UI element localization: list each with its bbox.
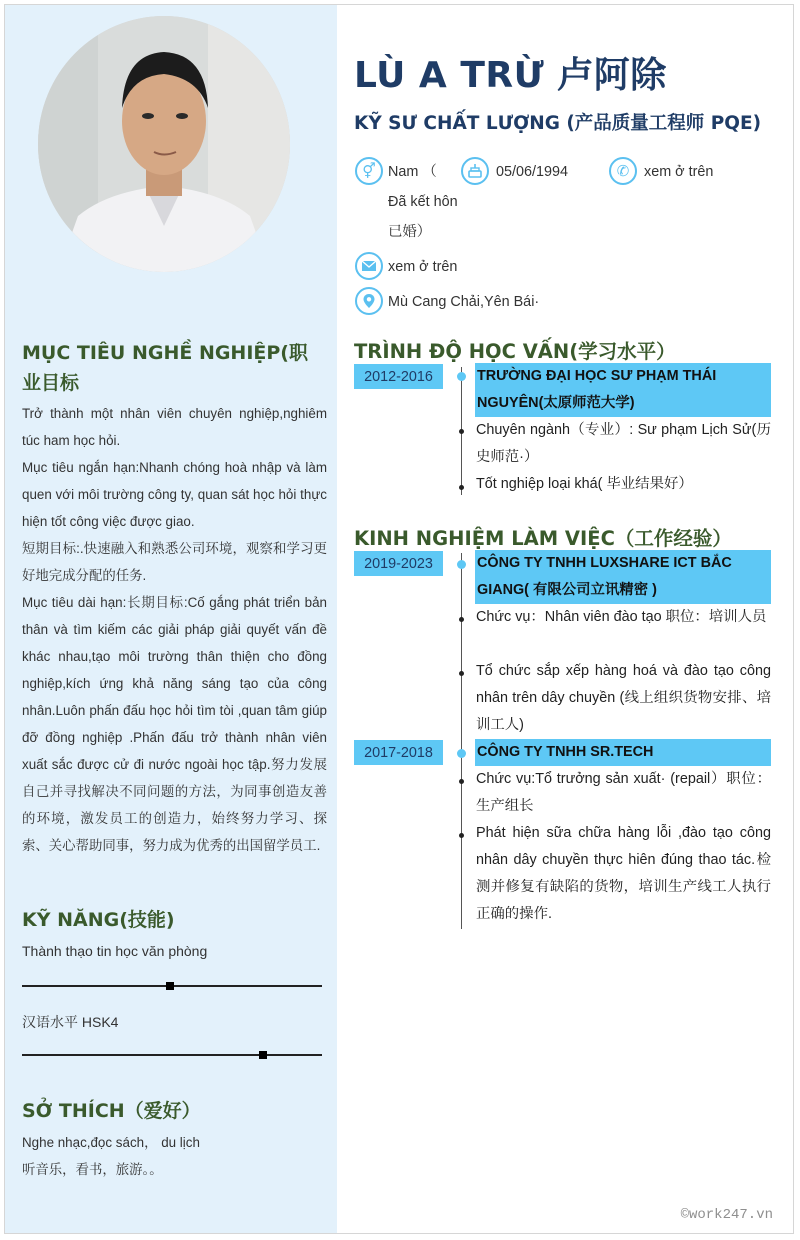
marital-status-cn-text: 已婚） <box>388 224 432 240</box>
gender-text: Nam （ <box>388 164 437 180</box>
objective-title: MỤC TIÊU NGHỀ NGHIỆP(职业目标 <box>22 342 308 394</box>
phone-icon: ✆ <box>609 157 637 185</box>
education-title: TRÌNH ĐỘ HỌC VẤN(学习水平） <box>354 340 676 363</box>
bullet <box>459 485 464 490</box>
objective-paragraph: Mục tiêu dài hạn:长期目标:Cố gắng phát triển bản thân và tìm kiếm các giải pháp giải quyết vấn đề khác nhau,tạo môi trường thân thiện cho đồng nghiệp,kích ứng khả năng sáng tạo của công nhân.Luôn phấn đấu học hỏi tìm tòi ,quan tâm giúp đỡ đồng nghiệp .Phấn đấu trở thành nhân viên xuất sắc được cử đi nước ngoài học tập.努力发展自己并寻找解决不同问题的方法，为同事创造友善的环境，激发员工的创造力，始终努力学习、探索、关心帮助同事，努力成为优秀的出国留学员工. <box>22 595 327 853</box>
birthday-text: 05/06/1994 <box>496 164 569 180</box>
avatar <box>38 16 290 272</box>
timeline-node <box>457 560 466 569</box>
bullet <box>459 833 464 838</box>
gender-icon: ⚥ <box>355 157 383 185</box>
objective-paragraph: Trở thành một nhân viên chuyên nghiệp,nghiêm túc ham học hỏi. <box>22 406 327 448</box>
bullet <box>459 429 464 434</box>
phone-text: xem ở trên <box>644 164 714 180</box>
skill-bar <box>22 985 322 987</box>
left-column <box>5 5 337 1234</box>
skill-level-marker <box>166 982 174 990</box>
bullet <box>459 671 464 676</box>
cv-page <box>4 4 794 1234</box>
watermark: ©work247.vn <box>680 1207 773 1223</box>
skill-level-marker <box>259 1051 267 1059</box>
objective-paragraph: 短期目标:.快速融入和熟悉公司环境，观察和学习更好地完成分配的任务. <box>22 541 327 583</box>
skill-bar <box>22 1054 322 1056</box>
job-duty: Phát hiện sữa chữa hàng lỗi ,đào tạo công nhân dây chuyền thực hiên đúng thao tác.检测并修复有缺陷的货物，培训生产线工人执行正确的操作. <box>476 825 771 922</box>
skill-label: Thành thạo tin học văn phòng <box>22 943 208 959</box>
company-name: CÔNG TY TNHH LUXSHARE ICT BẮC GIANG( 有限公司立讯精密 ) <box>475 550 771 604</box>
bullet <box>459 779 464 784</box>
avatar-photo-icon <box>38 16 290 272</box>
job-title: KỸ SƯ CHẤT LƯỢNG (产品质量工程师 PQE) <box>354 113 762 134</box>
company-name: CÔNG TY TNHH SR.TECH <box>475 739 771 766</box>
candidate-name: LÙ A TRỪ 卢阿除 <box>354 55 667 96</box>
location-icon <box>355 287 383 315</box>
job-role: Chức vụ：Nhân viên đào tạo 职位：培训人员 <box>476 609 767 625</box>
timeline-node <box>457 372 466 381</box>
school-name: TRƯỜNG ĐẠI HỌC SƯ PHẠM THÁI NGUYÊN(太原师范大学) <box>475 363 771 417</box>
email-text: xem ở trên <box>388 259 458 275</box>
hobbies-line: Nghe nhạc,đọc sách， du lịch <box>22 1135 200 1150</box>
job-duty: Tổ chức sắp xếp hàng hoá và đào tạo công nhân trên dây chuyền (线上组织货物安排、培训工人) <box>476 663 771 733</box>
timeline-node <box>457 749 466 758</box>
job-role: Chức vụ:Tổ trưởng sản xuất· (repail）职位：生产组长 <box>476 771 771 814</box>
hobbies-line: 听音乐，看书，旅游。。 <box>22 1162 163 1177</box>
marital-status-text: Đã kết hôn <box>388 194 458 210</box>
address-text: Mù Cang Chải,Yên Bái· <box>388 294 540 310</box>
skill-label: 汉语水平 HSK4 <box>22 1014 119 1030</box>
job-date: 2019-2023 <box>354 551 443 576</box>
objective-paragraph: Mục tiêu ngắn hạn:Nhanh chóng hoà nhập và làm quen với môi trường công ty, quan sát học hỏi thực hiện tốt công việc được giao. <box>22 460 327 529</box>
education-date: 2012-2016 <box>354 364 443 389</box>
objective-text <box>22 400 327 859</box>
skills-title: KỸ NĂNG(技能) <box>22 909 175 931</box>
experience-timeline <box>461 553 462 929</box>
bullet <box>459 617 464 622</box>
job-date: 2017-2018 <box>354 740 443 765</box>
hobbies-text <box>22 1129 327 1183</box>
education-grade: Tốt nghiệp loại khá( 毕业结果好） <box>476 476 693 492</box>
experience-title: KINH NGHIỆM LÀM VIỆC（工作经验） <box>354 527 732 550</box>
education-major: Chuyên ngành（专业）: Sư phạm Lịch Sử(历史师范·） <box>476 422 771 465</box>
hobbies-title: SỞ THÍCH（爱好） <box>22 1100 201 1122</box>
cake-icon <box>461 157 489 185</box>
mail-icon <box>355 252 383 280</box>
